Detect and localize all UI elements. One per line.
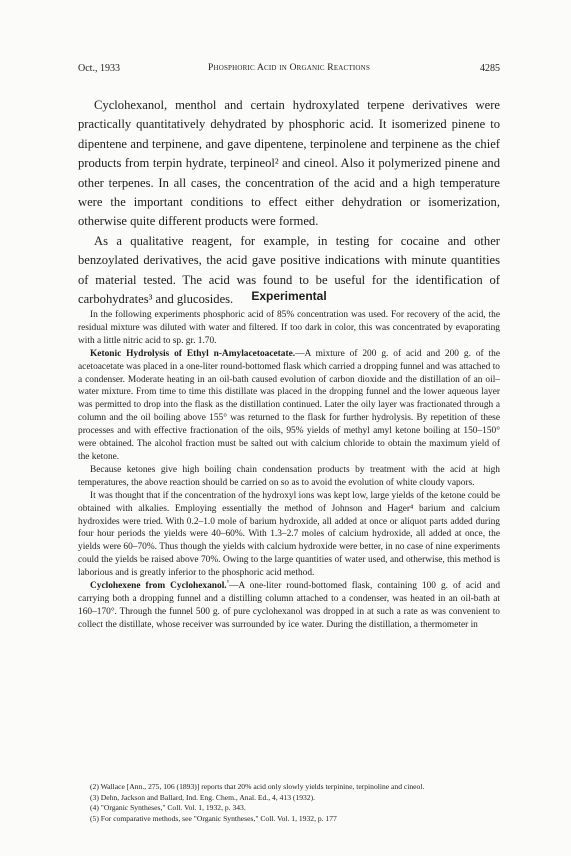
exp-paragraph-4: It was thought that if the concentration of the hydroxyl ions was kept low, large yields of the ketone could be obtained with alkalies. Employing essentially the method of Johnson and Hager⁴ barium and calcium hydroxides were tried. With 0.2–1.0 mole of barium hydroxide, all added at once or aliquot parts added during four hour periods the yields were 40–60%. With 1.3–2.7 moles of calcium hydroxide, all added at once, the yields were 60–70%. Thus though the yields with calcium hydroxide were better, in no case of nine experiments could the yields be raised above 70%. Owing to the large quantities of water used, and otherwise, this method is laborious and is greatly inferior to the phosphoric acid method. bbox=[78, 490, 500, 579]
intro-paragraph-1: Cyclohexanol, menthol and certain hydroxylated terpene derivatives were practically quantitatively dehydrated by phosphoric acid. It isomerized pinene to dipentene and terpinene, and gave dipentene, terpinolene and terpinene as the chief products from terpin hydrate, terpineol² and cineol. Also it polymerized pinene and other terpenes. In all cases, the concentration of the acid and a high temperature were the important conditions to effect either dehydration or isomerization, otherwise quite different products were formed. bbox=[78, 98, 500, 229]
page-number: 4285 bbox=[480, 63, 500, 74]
footnote-5: (5) For comparative methods, see "Organic Syntheses," Coll. Vol. 1, 1932, p. 177 bbox=[90, 813, 337, 823]
exp-paragraph-2-body: —A mixture of 200 g. of acid and 200 g. of the acetoacetate was placed in a one-liter round-bottomed flask which carried a dropping funnel and was attached to a condenser. Moderate heating in an oil-bath caused evolution of carbon dioxide and the distillation of an oil–water mixture. From time to time this distillate was placed in the dropping funnel and the lower aqueous layer was permitted to drop into the flask as the distillation continued. Later the oily layer was fractionated through a column and the oil boiling above 155° was returned to the flask for further hydrolysis. By repetition of these processes and with effective fractionation of the oils, 95% yields of methyl amyl ketone boiling at 150–150° were obtained. The alcohol fraction must be salted out with calcium chloride to obtain the maximum yield of the ketone. bbox=[78, 348, 500, 462]
exp-paragraph-5-body: —A one-liter round-bottomed flask, containing 100 g. of acid and carrying both a dropping funnel and a distilling column attached to a condenser, was heated in an oil-bath at 160–170°. Through the funnel 500 g. of pure cyclohexanol was dropped in at such a rate as was convenient to collect the distillate, whose receiver was surrounded by ice water. During the distillation, a thermometer in bbox=[78, 581, 501, 630]
intro-text bbox=[78, 96, 500, 309]
footnotes bbox=[78, 782, 500, 824]
running-header bbox=[78, 63, 500, 77]
header-date: Oct., 1933 bbox=[78, 63, 120, 74]
exp-paragraph-1: In the following experiments phosphoric acid of 85% concentration was used. For recovery of the acid, the residual mixture was diluted with water and filtered. If too dark in color, this was concentrated by evaporating with a little nitric acid to sp. gr. 1.70. bbox=[78, 310, 500, 346]
footnote-2: (2) Wallace [Ann., 275, 106 (1893)] reports that 20% acid only slowly yields terpinine, terpinoline and cineol. bbox=[90, 782, 425, 791]
section-heading: Experimental bbox=[251, 289, 327, 303]
exp-paragraph-5-ref: ⁵ bbox=[226, 578, 229, 586]
exp-paragraph-5 bbox=[78, 580, 500, 632]
footnote-4: (4) "Organic Syntheses," Coll. Vol. 1, 1932, p. 343. bbox=[90, 803, 246, 813]
intro-paragraph-2: As a qualitative reagent, for example, in testing for cocaine and other benzoylated derivatives, the acid gave positive indications with minute quantities of material tested. The acid was found to be useful for the identification of carbohydrates³ and glucosides. bbox=[78, 233, 500, 307]
footnote-3: (3) Dehn, Jackson and Ballard, Ind. Eng. Chem., Anal. Ed., 4, 413 (1932). bbox=[90, 792, 316, 802]
exp-paragraph-3: Because ketones give high boiling chain condensation products by treatment with the acid at high temperatures, the above reaction should be carried on so as to avoid the evolution of white cloudy vapors. bbox=[78, 464, 500, 488]
exp-paragraph-5-title: Cyclohexene from Cyclohexanol. bbox=[90, 581, 227, 592]
header-title: Phosphoric Acid in Organic Reactions bbox=[207, 63, 371, 73]
exp-paragraph-2 bbox=[78, 348, 500, 464]
exp-paragraph-2-title: Ketonic Hydrolysis of Ethyl n-Amylacetoacetate. bbox=[90, 348, 296, 359]
experimental-text bbox=[78, 309, 500, 632]
